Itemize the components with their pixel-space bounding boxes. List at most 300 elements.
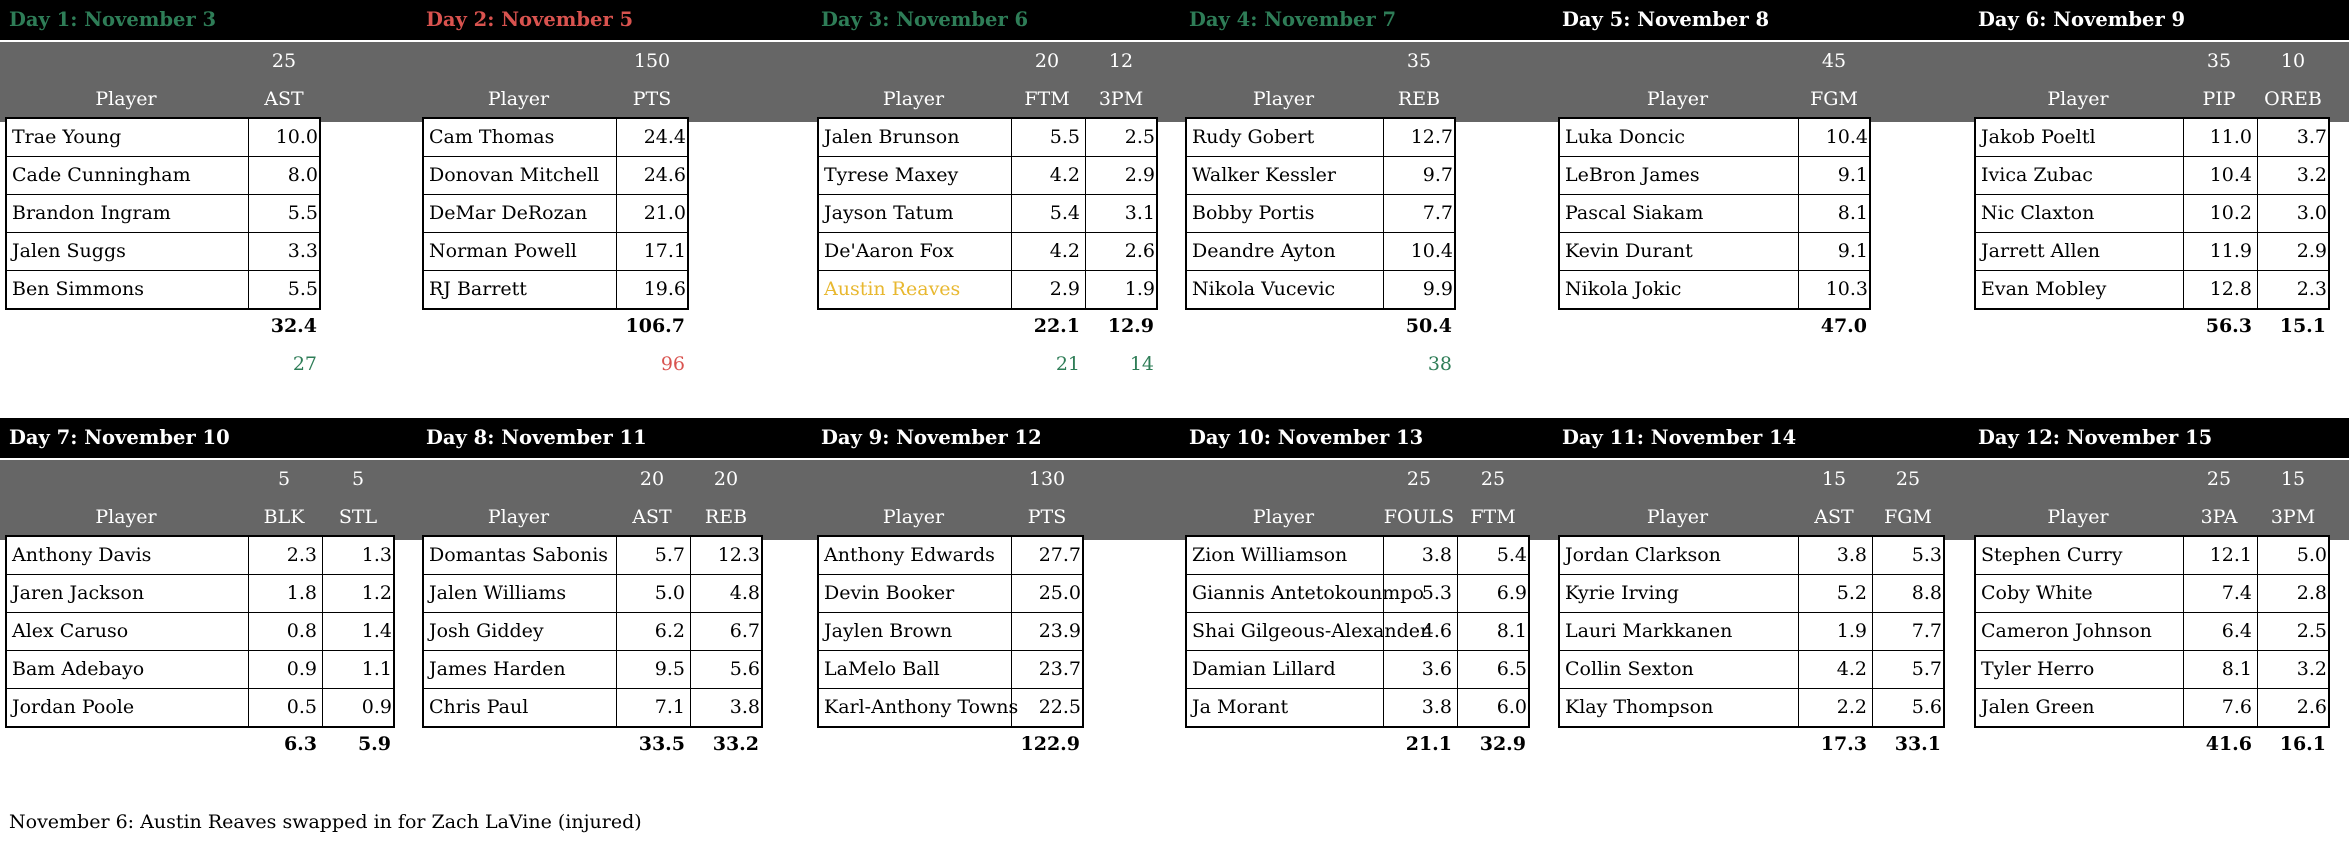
player-name-cell[interactable]: Josh Giddey	[424, 613, 617, 650]
stat-value-cell[interactable]: 1.2	[361, 582, 392, 604]
table-row	[1976, 651, 2328, 689]
table-row	[819, 157, 1156, 195]
stat-value-cell[interactable]: 7.7	[1911, 620, 1942, 642]
stat-value-cell[interactable]: 3.2	[2296, 164, 2327, 186]
table-row	[1560, 651, 1943, 689]
player-name-cell[interactable]: Karl-Anthony Towns	[819, 689, 1012, 726]
player-name-cell[interactable]: Luka Doncic	[1560, 119, 1799, 156]
player-table	[5, 117, 321, 310]
stat-column-header[interactable]: PTS	[632, 88, 672, 110]
player-column-header[interactable]: Player	[882, 506, 945, 528]
player-name-cell[interactable]: Jordan Clarkson	[1560, 537, 1799, 574]
table-row	[1187, 575, 1528, 613]
stat-value-cell[interactable]: 24.6	[643, 164, 686, 186]
table-row	[819, 195, 1156, 233]
stat-value-cell[interactable]: 3.2	[2296, 658, 2327, 680]
stat-value-cell[interactable]: 2.5	[2296, 620, 2327, 642]
player-name-cell[interactable]: Tyrese Maxey	[819, 157, 1012, 194]
stat-value-cell[interactable]: 25.0	[1038, 582, 1081, 604]
player-name-cell[interactable]: Jaren Jackson	[7, 575, 249, 612]
target-value[interactable]: 25	[271, 50, 297, 72]
stat-value-cell[interactable]: 21.0	[643, 202, 686, 224]
day-title[interactable]: Day 6: November 9	[1978, 8, 2186, 31]
day-title[interactable]: Day 8: November 11	[426, 426, 647, 449]
stat-value-cell[interactable]: 4.2	[1799, 651, 1873, 688]
comparison-value[interactable]: 38	[1427, 353, 1452, 375]
player-name-cell[interactable]: Damian Lillard	[1187, 651, 1384, 688]
player-name-cell[interactable]: Zion Williamson	[1187, 537, 1384, 574]
stat-value-cell[interactable]: 27.7	[1038, 544, 1081, 566]
day-title[interactable]: Day 12: November 15	[1978, 426, 2213, 449]
table-row	[1976, 157, 2328, 195]
player-name-cell[interactable]: Jaylen Brown	[819, 613, 1012, 650]
player-name-cell[interactable]: Cameron Johnson	[1976, 613, 2184, 650]
stat-value-cell[interactable]: 4.2	[1012, 233, 1086, 270]
player-name-cell[interactable]: LeBron James	[1560, 157, 1799, 194]
player-name-cell[interactable]: Nic Claxton	[1976, 195, 2184, 232]
player-column-header[interactable]: Player	[1252, 88, 1315, 110]
player-name-cell[interactable]: Nikola Jokic	[1560, 271, 1799, 308]
stat-value-cell[interactable]: 5.0	[2296, 544, 2327, 566]
stat-value-cell[interactable]: 0.8	[249, 613, 323, 650]
player-name-cell[interactable]: Walker Kessler	[1187, 157, 1384, 194]
stat-value-cell[interactable]: 8.1	[1837, 202, 1868, 224]
stat-column-header[interactable]: FOULS	[1383, 506, 1455, 528]
table-row	[7, 613, 393, 651]
table-row	[424, 195, 687, 233]
stat-column-header[interactable]: 3PM	[2270, 506, 2316, 528]
stat-value-cell[interactable]: 3.1	[1124, 202, 1155, 224]
player-name-cell[interactable]: Alex Caruso	[7, 613, 249, 650]
stat-value-cell[interactable]: 5.7	[617, 537, 691, 574]
table-row	[7, 233, 319, 271]
target-value[interactable]: 45	[1821, 50, 1847, 72]
table-row	[424, 613, 761, 651]
stat-value-cell[interactable]: 5.4	[1496, 544, 1527, 566]
table-row	[1187, 233, 1454, 271]
player-column-header[interactable]: Player	[1252, 506, 1315, 528]
table-row	[7, 195, 319, 233]
table-row	[7, 689, 393, 727]
player-column-header[interactable]: Player	[882, 88, 945, 110]
stat-value-cell[interactable]: 8.0	[287, 164, 318, 186]
player-name-cell[interactable]: Kevin Durant	[1560, 233, 1799, 270]
stat-value-cell[interactable]: 10.4	[2184, 157, 2258, 194]
stat-value-cell[interactable]: 4.6	[1384, 613, 1458, 650]
stat-value-cell[interactable]: 23.9	[1038, 620, 1081, 642]
target-value[interactable]: 20	[713, 468, 739, 490]
day-title[interactable]: Day 1: November 3	[9, 8, 217, 31]
player-name-cell[interactable]: Jakob Poeltl	[1976, 119, 2184, 156]
stat-value-cell[interactable]: 5.2	[1799, 575, 1873, 612]
table-row	[424, 233, 687, 271]
stat-value-cell[interactable]: 6.0	[1496, 696, 1527, 718]
table-row	[819, 689, 1082, 727]
stat-column-header[interactable]: PIP	[2202, 88, 2236, 110]
table-row	[1560, 575, 1943, 613]
player-table	[1974, 535, 2330, 728]
table-row	[1187, 119, 1454, 157]
total-value[interactable]: 15.1	[2279, 315, 2326, 337]
stat-value-cell[interactable]: 11.9	[2184, 233, 2258, 270]
total-value[interactable]: 47.0	[1820, 315, 1867, 337]
player-name-cell[interactable]: James Harden	[424, 651, 617, 688]
table-row	[1976, 537, 2328, 575]
table-row	[1187, 271, 1454, 309]
table-row	[1976, 613, 2328, 651]
stat-value-cell[interactable]: 23.7	[1038, 658, 1081, 680]
comparison-value[interactable]: 96	[660, 353, 685, 375]
stat-value-cell[interactable]: 3.3	[287, 240, 318, 262]
player-name-cell[interactable]: Jordan Poole	[7, 689, 249, 726]
stat-value-cell[interactable]: 5.7	[1911, 658, 1942, 680]
stat-value-cell[interactable]: 5.6	[729, 658, 760, 680]
stat-value-cell[interactable]: 22.5	[1038, 696, 1081, 718]
stat-column-header[interactable]: AST	[1814, 506, 1854, 528]
day-title[interactable]: Day 3: November 6	[821, 8, 1029, 31]
stat-value-cell[interactable]: 3.8	[729, 696, 760, 718]
player-name-cell[interactable]: Giannis Antetokounmpo	[1187, 575, 1384, 612]
target-value[interactable]: 5	[351, 468, 365, 490]
stat-value-cell[interactable]: 9.9	[1422, 278, 1453, 300]
player-column-header[interactable]: Player	[2047, 506, 2109, 528]
player-name-cell[interactable]: Anthony Davis	[7, 537, 249, 574]
player-table	[1558, 535, 1945, 728]
player-name-cell[interactable]: Cam Thomas	[424, 119, 617, 156]
stat-value-cell[interactable]: 2.9	[1124, 164, 1155, 186]
target-value[interactable]: 35	[2206, 50, 2232, 72]
stat-value-cell[interactable]: 7.1	[617, 689, 691, 726]
table-row	[1560, 689, 1943, 727]
table-row	[7, 157, 319, 195]
player-table	[1558, 117, 1871, 310]
player-table	[1974, 117, 2330, 310]
player-table	[1185, 535, 1530, 728]
stat-value-cell[interactable]: 5.0	[617, 575, 691, 612]
stat-value-cell[interactable]: 5.4	[1012, 195, 1086, 232]
table-row	[7, 119, 319, 157]
table-row	[1560, 537, 1943, 575]
table-row	[1976, 271, 2328, 309]
stat-value-cell[interactable]: 1.4	[361, 620, 392, 642]
table-row	[424, 689, 761, 727]
player-name-cell[interactable]: Ivica Zubac	[1976, 157, 2184, 194]
player-name-cell[interactable]: Austin Reaves	[819, 271, 1012, 308]
stat-value-cell[interactable]: 2.3	[2296, 278, 2327, 300]
player-name-cell[interactable]: Shai Gilgeous-Alexander	[1187, 613, 1384, 650]
player-column-header[interactable]: Player	[95, 506, 157, 528]
stat-value-cell[interactable]: 3.0	[2296, 202, 2327, 224]
player-name-cell[interactable]: Pascal Siakam	[1560, 195, 1799, 232]
stat-value-cell[interactable]: 10.3	[1825, 278, 1868, 300]
total-value[interactable]: 33.2	[712, 733, 759, 755]
player-name-cell[interactable]: Donovan Mitchell	[424, 157, 617, 194]
target-value[interactable]: 20	[1034, 50, 1060, 72]
player-name-cell[interactable]: Brandon Ingram	[7, 195, 249, 232]
stat-value-cell[interactable]: 3.8	[1384, 689, 1458, 726]
total-value[interactable]: 122.9	[1020, 733, 1080, 755]
target-value[interactable]: 20	[639, 468, 665, 490]
target-value[interactable]: 25	[1406, 468, 1432, 490]
player-name-cell[interactable]: Klay Thompson	[1560, 689, 1799, 726]
stat-value-cell[interactable]: 1.1	[361, 658, 392, 680]
stat-value-cell[interactable]: 3.6	[1384, 651, 1458, 688]
table-row	[424, 157, 687, 195]
total-value[interactable]: 22.1	[1033, 315, 1080, 337]
stat-column-header[interactable]: PTS	[1027, 506, 1067, 528]
stat-value-cell[interactable]: 0.9	[361, 696, 392, 718]
table-row	[1976, 575, 2328, 613]
stat-column-header[interactable]: OREB	[2264, 88, 2322, 110]
stat-value-cell[interactable]: 9.1	[1837, 164, 1868, 186]
stat-value-cell[interactable]: 5.3	[1911, 544, 1942, 566]
stat-value-cell[interactable]: 9.5	[617, 651, 691, 688]
stat-value-cell[interactable]: 8.1	[2184, 651, 2258, 688]
player-name-cell[interactable]: Trae Young	[7, 119, 249, 156]
player-column-header[interactable]: Player	[1646, 506, 1709, 528]
total-value[interactable]: 33.5	[638, 733, 685, 755]
stat-value-cell[interactable]: 8.1	[1496, 620, 1527, 642]
stat-value-cell[interactable]: 10.4	[1410, 240, 1453, 262]
day-title[interactable]: Day 4: November 7	[1189, 8, 1397, 31]
stat-value-cell[interactable]: 12.8	[2184, 271, 2258, 308]
stat-column-header[interactable]: FGM	[1884, 506, 1932, 528]
stat-value-cell[interactable]: 3.8	[1799, 537, 1873, 574]
player-name-cell[interactable]: DeMar DeRozan	[424, 195, 617, 232]
table-row	[7, 271, 319, 309]
stat-column-header[interactable]: FTM	[1470, 506, 1516, 528]
player-name-cell[interactable]: Nikola Vucevic	[1187, 271, 1384, 308]
player-name-cell[interactable]: De'Aaron Fox	[819, 233, 1012, 270]
table-row	[1560, 613, 1943, 651]
total-value[interactable]: 106.7	[625, 315, 685, 337]
stat-value-cell[interactable]: 6.4	[2184, 613, 2258, 650]
stat-value-cell[interactable]: 1.8	[249, 575, 323, 612]
player-name-cell[interactable]: Lauri Markkanen	[1560, 613, 1799, 650]
table-row	[7, 651, 393, 689]
comparison-value[interactable]: 14	[1129, 353, 1154, 375]
target-value[interactable]: 25	[1895, 468, 1921, 490]
table-row	[819, 233, 1156, 271]
stat-value-cell[interactable]: 10.0	[275, 126, 318, 148]
stat-value-cell[interactable]: 2.5	[1124, 126, 1155, 148]
target-value[interactable]: 15	[2280, 468, 2306, 490]
stat-value-cell[interactable]: 5.5	[287, 278, 318, 300]
player-name-cell[interactable]: Cade Cunningham	[7, 157, 249, 194]
target-value[interactable]: 25	[1480, 468, 1506, 490]
player-column-header[interactable]: Player	[487, 88, 550, 110]
player-name-cell[interactable]: Jarrett Allen	[1976, 233, 2184, 270]
stat-value-cell[interactable]: 2.6	[2296, 696, 2327, 718]
player-column-header[interactable]: Player	[487, 506, 550, 528]
stat-value-cell[interactable]: 7.7	[1422, 202, 1453, 224]
player-name-cell[interactable]: Bobby Portis	[1187, 195, 1384, 232]
stat-value-cell[interactable]: 2.9	[2296, 240, 2327, 262]
stat-column-header[interactable]: STL	[338, 506, 378, 528]
player-table	[1185, 117, 1456, 310]
table-row	[424, 575, 761, 613]
stat-column-header[interactable]: AST	[632, 506, 672, 528]
target-value[interactable]: 150	[633, 50, 671, 72]
target-value[interactable]: 5	[277, 468, 291, 490]
player-name-cell[interactable]: Chris Paul	[424, 689, 617, 726]
target-value[interactable]: 25	[2206, 468, 2232, 490]
stat-value-cell[interactable]: 0.5	[249, 689, 323, 726]
stat-value-cell[interactable]: 9.1	[1837, 240, 1868, 262]
stat-value-cell[interactable]: 3.8	[1384, 537, 1458, 574]
player-name-cell[interactable]: Kyrie Irving	[1560, 575, 1799, 612]
player-name-cell[interactable]: Evan Mobley	[1976, 271, 2184, 308]
stat-value-cell[interactable]: 12.1	[2184, 537, 2258, 574]
stat-value-cell[interactable]: 12.3	[717, 544, 760, 566]
table-row	[1976, 233, 2328, 271]
player-column-header[interactable]: Player	[2047, 88, 2109, 110]
player-name-cell[interactable]: Ben Simmons	[7, 271, 249, 308]
table-row	[1187, 537, 1528, 575]
target-value[interactable]: 10	[2280, 50, 2306, 72]
table-row	[1187, 157, 1454, 195]
stat-value-cell[interactable]: 11.0	[2184, 119, 2258, 156]
stat-column-header[interactable]: FGM	[1810, 88, 1858, 110]
player-name-cell[interactable]: LaMelo Ball	[819, 651, 1012, 688]
table-row	[819, 119, 1156, 157]
target-value[interactable]: 12	[1108, 50, 1134, 72]
table-row	[1560, 195, 1869, 233]
total-value[interactable]: 17.3	[1820, 733, 1867, 755]
player-name-cell[interactable]: Devin Booker	[819, 575, 1012, 612]
stat-value-cell[interactable]: 5.5	[287, 202, 318, 224]
player-name-cell[interactable]: Collin Sexton	[1560, 651, 1799, 688]
player-name-cell[interactable]: Norman Powell	[424, 233, 617, 270]
target-value[interactable]: 130	[1028, 468, 1066, 490]
day-title[interactable]: Day 2: November 5	[426, 8, 634, 31]
day-title[interactable]: Day 10: November 13	[1189, 426, 1424, 449]
stat-value-cell[interactable]: 2.3	[249, 537, 323, 574]
stat-value-cell[interactable]: 5.6	[1911, 696, 1942, 718]
player-name-cell[interactable]: Rudy Gobert	[1187, 119, 1384, 156]
stat-value-cell[interactable]: 2.9	[1012, 271, 1086, 308]
stat-value-cell[interactable]: 6.9	[1496, 582, 1527, 604]
player-name-cell[interactable]: Jalen Brunson	[819, 119, 1012, 156]
stat-value-cell[interactable]: 5.3	[1384, 575, 1458, 612]
day-title[interactable]: Day 9: November 12	[821, 426, 1042, 449]
player-name-cell[interactable]: Jalen Suggs	[7, 233, 249, 270]
table-row	[424, 651, 761, 689]
stat-value-cell[interactable]: 17.1	[643, 240, 686, 262]
stat-column-header[interactable]: REB	[704, 506, 748, 528]
player-name-cell[interactable]: Tyler Herro	[1976, 651, 2184, 688]
total-value[interactable]: 6.3	[283, 733, 317, 755]
comparison-value[interactable]: 21	[1055, 353, 1080, 375]
player-name-cell[interactable]: Jalen Williams	[424, 575, 617, 612]
stat-value-cell[interactable]: 12.7	[1410, 126, 1453, 148]
target-value[interactable]: 35	[1406, 50, 1432, 72]
table-row	[424, 537, 761, 575]
stat-value-cell[interactable]: 10.4	[1825, 126, 1868, 148]
stat-value-cell[interactable]: 10.2	[2184, 195, 2258, 232]
player-name-cell[interactable]: Coby White	[1976, 575, 2184, 612]
stat-value-cell[interactable]: 19.6	[643, 278, 686, 300]
stat-value-cell[interactable]: 2.2	[1799, 689, 1873, 726]
table-row	[1187, 689, 1528, 727]
player-table	[5, 535, 395, 728]
stat-value-cell[interactable]: 1.9	[1799, 613, 1873, 650]
player-name-cell[interactable]: Stephen Curry	[1976, 537, 2184, 574]
table-row	[1560, 271, 1869, 309]
stat-column-header[interactable]: REB	[1397, 88, 1441, 110]
stat-value-cell[interactable]: 6.5	[1496, 658, 1527, 680]
total-value[interactable]: 33.1	[1894, 733, 1941, 755]
table-row	[424, 271, 687, 309]
stat-value-cell[interactable]: 7.4	[2184, 575, 2258, 612]
day-title[interactable]: Day 5: November 8	[1562, 8, 1770, 31]
player-name-cell[interactable]: Ja Morant	[1187, 689, 1384, 726]
player-name-cell[interactable]: Jayson Tatum	[819, 195, 1012, 232]
total-value[interactable]: 50.4	[1405, 315, 1452, 337]
total-value[interactable]: 12.9	[1107, 315, 1154, 337]
player-name-cell[interactable]: Jalen Green	[1976, 689, 2184, 726]
target-value[interactable]: 15	[1821, 468, 1847, 490]
stat-value-cell[interactable]: 2.6	[1124, 240, 1155, 262]
total-value[interactable]: 16.1	[2279, 733, 2326, 755]
stat-value-cell[interactable]: 2.8	[2296, 582, 2327, 604]
player-column-header[interactable]: Player	[95, 88, 157, 110]
stat-column-header[interactable]: FTM	[1024, 88, 1070, 110]
total-value[interactable]: 41.6	[2205, 733, 2252, 755]
stat-value-cell[interactable]: 8.8	[1911, 582, 1942, 604]
stat-value-cell[interactable]: 6.2	[617, 613, 691, 650]
stat-value-cell[interactable]: 4.8	[729, 582, 760, 604]
day-title[interactable]: Day 11: November 14	[1562, 426, 1797, 449]
total-value[interactable]: 32.9	[1479, 733, 1526, 755]
stat-value-cell[interactable]: 1.9	[1124, 278, 1155, 300]
table-row	[1187, 613, 1528, 651]
stat-value-cell[interactable]: 1.3	[361, 544, 392, 566]
comparison-value[interactable]: 27	[292, 353, 317, 375]
stat-column-header[interactable]: 3PA	[2200, 506, 2238, 528]
total-value[interactable]: 21.1	[1405, 733, 1452, 755]
stat-column-header[interactable]: AST	[264, 88, 304, 110]
table-row	[819, 651, 1082, 689]
player-table	[422, 117, 689, 310]
stat-value-cell[interactable]: 3.7	[2296, 126, 2327, 148]
stat-value-cell[interactable]: 7.6	[2184, 689, 2258, 726]
stat-value-cell[interactable]: 5.5	[1012, 119, 1086, 156]
table-row	[1560, 233, 1869, 271]
player-name-cell[interactable]: Bam Adebayo	[7, 651, 249, 688]
table-row	[819, 575, 1082, 613]
player-name-cell[interactable]: RJ Barrett	[424, 271, 617, 308]
player-name-cell[interactable]: Anthony Edwards	[819, 537, 1012, 574]
stat-value-cell[interactable]: 0.9	[249, 651, 323, 688]
stat-value-cell[interactable]: 6.7	[729, 620, 760, 642]
stat-value-cell[interactable]: 24.4	[643, 126, 686, 148]
footnote[interactable]: November 6: Austin Reaves swapped in for Zach LaVine (injured)	[9, 811, 642, 833]
player-table	[422, 535, 763, 728]
player-name-cell[interactable]: Deandre Ayton	[1187, 233, 1384, 270]
stat-value-cell[interactable]: 9.7	[1422, 164, 1453, 186]
player-column-header[interactable]: Player	[1646, 88, 1709, 110]
total-value[interactable]: 32.4	[270, 315, 317, 337]
table-row	[7, 537, 393, 575]
day-title[interactable]: Day 7: November 10	[9, 426, 230, 449]
total-value[interactable]: 56.3	[2205, 315, 2252, 337]
stat-value-cell[interactable]: 4.2	[1012, 157, 1086, 194]
player-name-cell[interactable]: Domantas Sabonis	[424, 537, 617, 574]
stat-column-header[interactable]: 3PM	[1098, 88, 1144, 110]
total-value[interactable]: 5.9	[357, 733, 391, 755]
stat-column-header[interactable]: BLK	[263, 506, 305, 528]
